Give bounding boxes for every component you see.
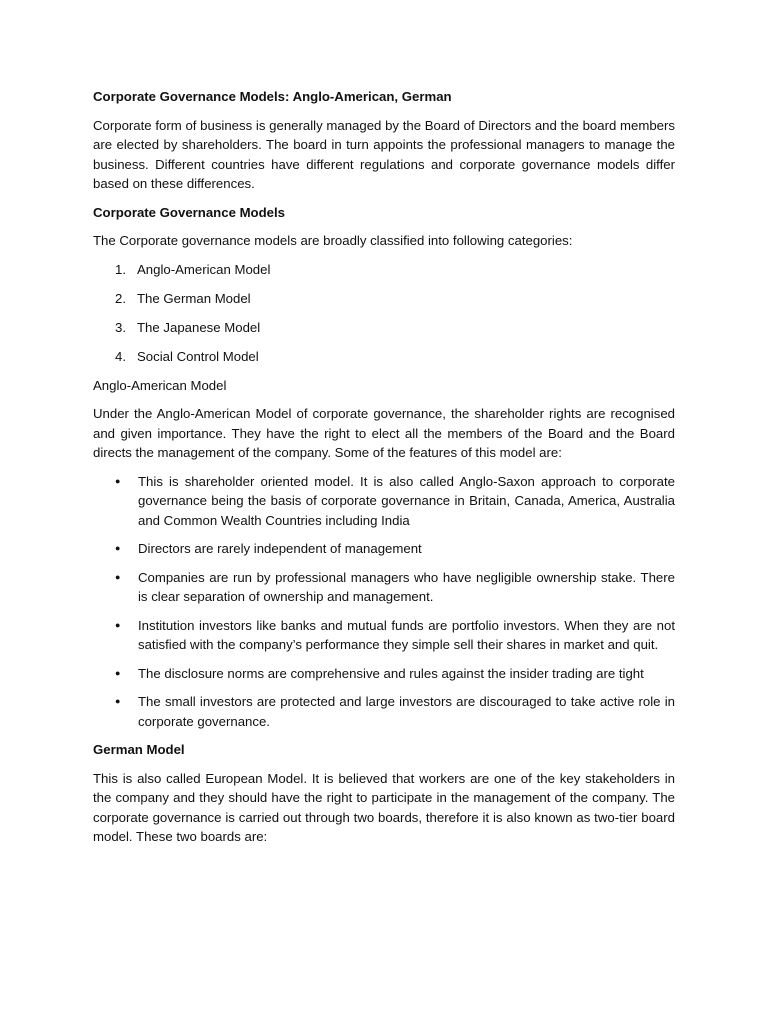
list-number: 2. <box>115 290 126 306</box>
document-title: Corporate Governance Models: Anglo-American, German <box>93 89 452 104</box>
anglo-features-list <box>93 472 675 732</box>
models-intro: The Corporate governance models are broadly classified into following categories: <box>93 233 573 248</box>
list-label: The German Model <box>137 290 251 306</box>
list-item <box>93 347 675 367</box>
german-model-heading: German Model <box>93 742 185 758</box>
feature-text: Directors are rarely independent of management <box>138 541 422 557</box>
intro-paragraph: Corporate form of business is generally managed by the Board of Directors and the board members are elected by shareholders. The board in turn appoints the professional managers to manage the business. Different countries have different regulations and corporate governance models differ based on these differences. <box>93 117 675 191</box>
bullet-icon: ● <box>115 571 121 582</box>
feature-text: This is shareholder oriented model. It is also called Anglo-Saxon approach to corporate governance being the basis of corporate governance in Britain, Canada, America, Australia and Common Wealth Countries including India <box>138 473 675 528</box>
list-item <box>93 616 675 655</box>
bullet-icon: ● <box>115 543 121 554</box>
list-label: The Japanese Model <box>137 319 261 335</box>
list-item <box>93 664 675 684</box>
list-label: Social Control Model <box>137 348 259 364</box>
list-item <box>93 539 675 559</box>
feature-text: Companies are run by professional managers who have negligible ownership stake. There is clear separation of ownership and management. <box>138 569 675 605</box>
german-model-paragraph: This is also called European Model. It is believed that workers are one of the key stakeholders in the company and they should have the right to participate in the management of the company. The corporate governance is carried out through two boards, therefore it is also known as two-tier board model. These two boards are: <box>93 770 675 845</box>
feature-text: Institution investors like banks and mutual funds are portfolio investors. When they are not satisfied with the company’s performance they simple sell their shares in market and quit. <box>138 617 675 653</box>
models-heading: Corporate Governance Models <box>93 204 285 220</box>
feature-text: The small investors are protected and large investors are discouraged to take active role in corporate governance. <box>138 694 675 729</box>
list-number: 3. <box>115 319 126 335</box>
anglo-american-paragraph: Under the Anglo-American Model of corporate governance, the shareholder rights are recognised and given importance. They have the right to elect all the members of the Board and the Board directs the management of the company. Some of the features of this model are: <box>93 406 675 461</box>
bullet-icon: ● <box>115 619 121 630</box>
anglo-american-heading: Anglo-American Model <box>93 377 227 393</box>
models-list <box>93 260 675 367</box>
list-item <box>93 260 675 280</box>
list-number: 4. <box>115 348 126 364</box>
list-item <box>93 289 675 309</box>
list-label: Anglo-American Model <box>137 261 271 277</box>
list-item <box>93 472 675 531</box>
list-item <box>93 568 675 607</box>
bullet-icon: ● <box>115 667 121 678</box>
list-item <box>93 318 675 338</box>
list-item <box>93 692 675 731</box>
bullet-icon: ● <box>115 475 121 486</box>
list-number: 1. <box>115 261 126 277</box>
bullet-icon: ● <box>115 696 121 707</box>
feature-text: The disclosure norms are comprehensive and rules against the insider trading are tight <box>138 665 644 681</box>
